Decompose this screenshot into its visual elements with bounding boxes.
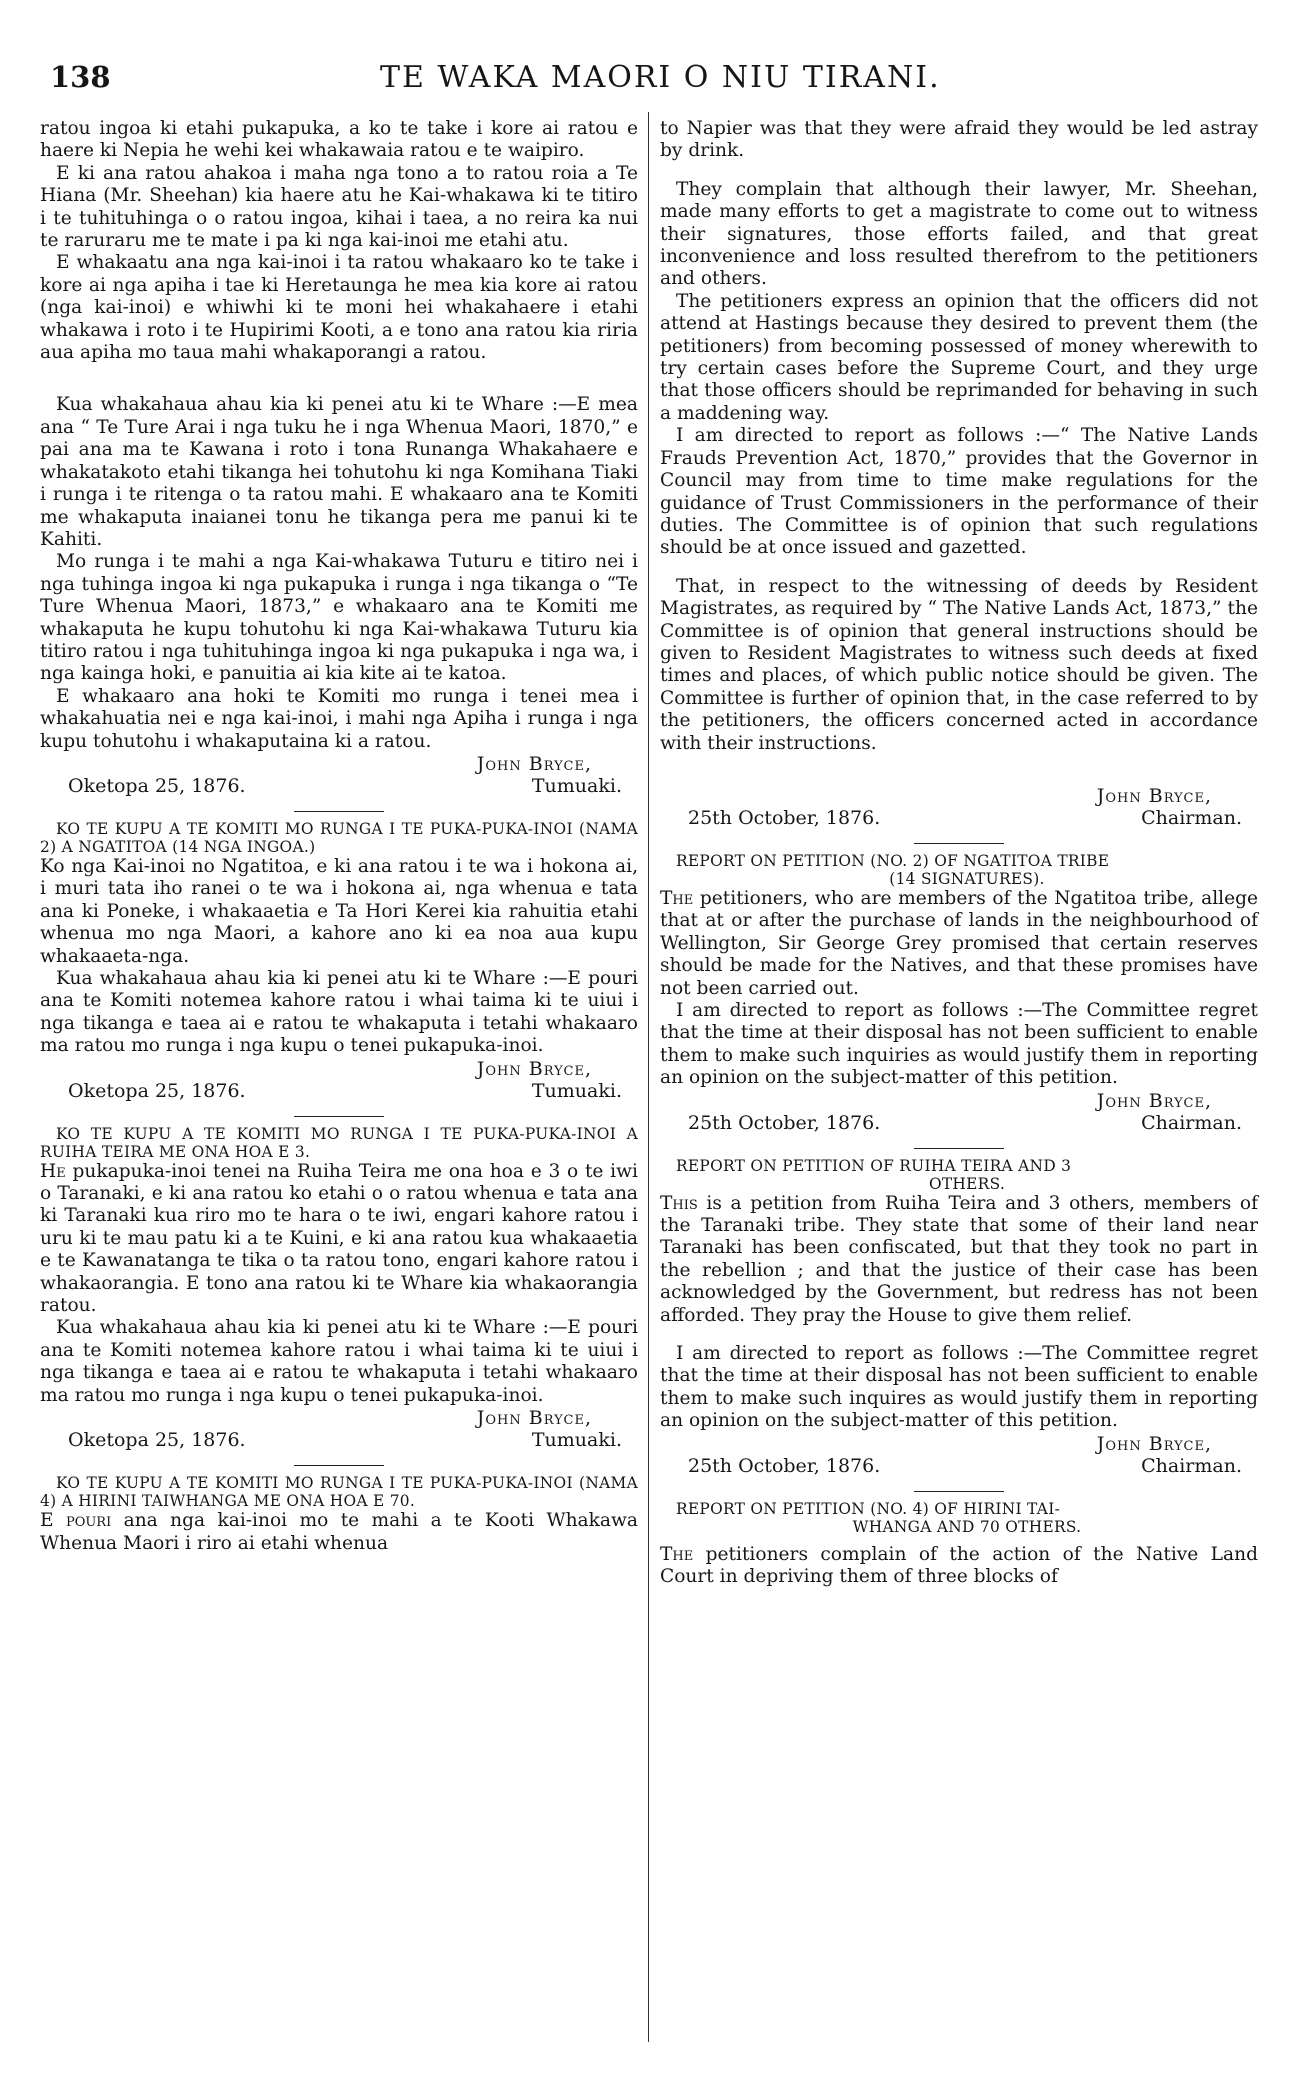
signature-date: 25th October, 1876. xyxy=(688,806,881,829)
section-rule xyxy=(914,1491,1004,1492)
signature-block xyxy=(660,785,1258,829)
paragraph: That, in respect to the witnessing of deeds by Resident Magistrates, as required by “ The Native Lands Act, 1873,” the Committee is of opinion that general instructions should be given to Resident Magistrates to witness such deeds at fixed times and places, of which public notice should be given. The Committee is further of opinion that, in the case referred to by the petitioners, the officers concerned acted in accordance with their instructions. xyxy=(660,575,1258,754)
lead-word: The xyxy=(660,887,694,909)
signature-date: Oketopa 25, 1876. xyxy=(68,1429,246,1452)
section-rule xyxy=(294,1116,384,1117)
signature-name: John Bryce, xyxy=(1096,1432,1212,1455)
paragraph: I am directed to report as follows :—The Committee regret that the time at their disposal has not been sufficient to enable them to make such inquires as would justify them in reporting an opinion on the subject-matter of this petition. xyxy=(660,1343,1258,1432)
section-heading-continued: OTHERS. xyxy=(928,1174,1006,1193)
signature-name: John Bryce, xyxy=(476,1057,592,1080)
signature-block xyxy=(660,1090,1258,1134)
paragraph: Mo runga i te mahi a nga Kai-whakawa Tuturu e titiro nei i nga tuhinga ingoa ki nga pukapuka i runga i nga tikanga o “Te Ture Whenua Maori, 1873,” e whakaaro ana te Komiti me whakaputa he kupu tohutohu ki nga Kai-whakawa Tuturu kia titiro ratou i nga tuhituhinga ingoa ki nga pukapuka i nga wa, i nga kainga hoki, e panuitia ai kia kite ai te katoa. xyxy=(40,551,638,685)
section-heading: REPORT ON PETITION (NO. 2) OF NGATITOA TRIBE xyxy=(676,851,1110,870)
signature-name: John Bryce, xyxy=(476,1407,592,1430)
paragraph: The petitioners express an opinion that the officers did not attend at Hastings because they desired to prevent them (the petitioners) from becoming possessed of money wherewith to try certain cases before the Supreme Court, and they urge that those officers should be reprimanded for behaving in such a maddening way. xyxy=(660,290,1258,424)
paragraph: Kua whakahaua ahau kia ki penei atu ki te Whare :—E pouri ana te Komiti notemea kahore ratou i whai taima ki te uiui i nga tikanga e taea ai e ratou te whakaputa i tetahi whakaaro ma ratou mo runga i nga kupu o tenei pukapuka-inoi. xyxy=(40,968,638,1057)
paragraph: Kua whakahaua ahau kia ki penei atu ki te Whare :—E mea ana “ Te Ture Arai i nga tuku he i nga Whenua Maori, 1870,” e pai ana ma te Kawana i roto i tona Runanga Whakahaere e whakatakoto etahi tikanga hei tohutohu ki nga Komihana Tiaki i runga i te ritenga o ta ratou mahi. E whakaaro ana te Komiti me whakaputa inaianei tonu he tikanga pera me panui ki te Kahiti. xyxy=(40,394,638,550)
signature-role: Tumuaki. xyxy=(531,774,622,797)
signature-role: Chairman. xyxy=(1141,1454,1242,1477)
section-heading: REPORT ON PETITION OF RUIHA TEIRA AND 3 xyxy=(676,1156,1072,1175)
signature-block xyxy=(660,1433,1258,1477)
paragraph: I am directed to report as follows :—“ The Native Lands Frauds Prevention Act, 1870,” provides that the Governor in Council may from time to time make regulations for the guidance of Trust Commissioners in the performance of their duties. The Committee is of opinion that such regulations should be at once issued and gazetted. xyxy=(660,425,1258,559)
section-heading-continued: WHANGA AND 70 OTHERS. xyxy=(852,1517,1082,1536)
section-heading-continued: (14 SIGNATURES). xyxy=(889,869,1045,888)
english-report-3 xyxy=(660,1157,1258,1477)
page-header xyxy=(50,52,1230,108)
signature-role: Chairman. xyxy=(1141,1111,1242,1134)
page-number: 138 xyxy=(50,60,111,94)
signature-role: Chairman. xyxy=(1141,806,1242,829)
paragraph: E whakaatu ana nga kai-inoi i ta ratou whakaaro ko te take i kore ai nga apiha i tae ki Heretaunga he mea kia kore ai ratou (nga kai-inoi) e whiwhi ki te moni hei whakahaere i etahi whakawa i roto i te Hupirimi Kooti, a e tono ana ratou kia riria aua apiha mo taua mahi whakaporangi a ratou. xyxy=(40,252,638,364)
lead-word: This xyxy=(660,1192,698,1214)
paragraph: He pukapuka-inoi tenei na Ruiha Teira me ona hoa e 3 o te iwi o Taranaki, e ki ana ratou ko etahi o o ratou whenua e tata ana ki Taranaki kua riro mo te hara o te iwi, engari kahore ratou i uru ki te mau patu ki a te Kuini, e ki ana ratou kua whakaaetia e te Kawanatanga te tika o ta ratou tono, engari kahore ratou i whakaorangia. E tono ana ratou ki te Whare kia whakaorangia ratou. xyxy=(40,1160,638,1317)
lead-word: He xyxy=(40,1160,66,1182)
maori-report-4 xyxy=(40,1474,638,1555)
signature-block xyxy=(40,1407,638,1451)
signature-date: Oketopa 25, 1876. xyxy=(68,774,246,797)
paragraph: Kua whakahaua ahau kia ki penei atu ki te Whare :—E pouri ana te Komiti notemea kahore ratou i whai taima ki te uiui i nga tikanga e taea ai e ratou te whakaputa i tetahi whakaaro ma ratou mo runga i nga kupu o tenei pukapuka-inoi. xyxy=(40,1317,638,1406)
signature-role: Tumuaki. xyxy=(531,1429,622,1452)
section-rule xyxy=(914,843,1004,844)
section-heading: KO TE KUPU A TE KOMITI MO RUNGA I TE PUKA-PUKA-INOI (NAMA 2) A NGATITOA (14 NGA INGOA.) xyxy=(40,819,638,856)
signature-date: 25th October, 1876. xyxy=(688,1454,881,1477)
running-title: TE WAKA MAORI O NIU TIRANI. xyxy=(380,60,941,95)
section-rule xyxy=(294,1465,384,1466)
lead-word: E pouri xyxy=(40,1510,112,1532)
english-report-2 xyxy=(660,852,1258,1134)
section-heading: REPORT ON PETITION (NO. 4) OF HIRINI TAI- xyxy=(676,1499,1061,1518)
column-divider xyxy=(648,112,649,2042)
signature-role: Tumuaki. xyxy=(531,1079,622,1102)
maori-report-1 xyxy=(40,118,638,797)
paragraph: I am directed to report as follows :—The Committee regret that the time at their disposal has not been sufficient to enable them to make such inquiries as would justify them in reporting an opinion on the subject-matter of this petition. xyxy=(660,1000,1258,1089)
maori-report-2 xyxy=(40,820,638,1102)
lead-word: The xyxy=(660,1543,694,1565)
maori-report-3 xyxy=(40,1125,638,1451)
paragraph: to Napier was that they were afraid they would be led astray by drink. xyxy=(660,118,1258,162)
paragraph: The petitioners, who are members of the Ngatitoa tribe, allege that at or after the purchase of lands in the neighbourhood of Wellington, Sir George Grey promised that certain reserves should be made for the Natives, and that these promises have not been carried out. xyxy=(660,887,1258,999)
english-report-1 xyxy=(660,118,1258,829)
signature-block xyxy=(40,753,638,797)
english-report-4 xyxy=(660,1500,1258,1589)
signature-date: 25th October, 1876. xyxy=(688,1111,881,1134)
paragraph: This is a petition from Ruiha Teira and 3 others, members of the Taranaki tribe. They state that some of their land near Taranaki has been confiscated, but that they took no part in the rebellion ; and that the justice of their case has been acknowledged by the Government, but redress has not been afforded. They pray the House to give them relief. xyxy=(660,1192,1258,1326)
paragraph: The petitioners complain of the action of the Native Land Court in depriving them of three blocks of xyxy=(660,1543,1258,1588)
right-column xyxy=(660,118,1258,1589)
paragraph: E ki ana ratou ahakoa i maha nga tono a to ratou roia a Te Hiana (Mr. Sheehan) kia haere atu he Kai-whakawa ki te titiro i te tuhituhinga o o ratou ingoa, kihai i taea, a no reira ka nui te raruraru me te mate i pa ki nga kai-inoi me etahi atu. xyxy=(40,162,638,252)
signature-name: John Bryce, xyxy=(476,752,592,775)
signature-name: John Bryce, xyxy=(1096,1089,1212,1112)
paragraph: Ko nga Kai-inoi no Ngatitoa, e ki ana ratou i te wa i hokona ai, i muri tata iho ranei o te wa i hokona ai, nga whenua e tata ana ki Poneke, i whakaaetia e Ta Hori Kerei kia rahuitia etahi whenua mo nga Maori, a kahore ano ki ea noa aua kupu whakaaeta-nga. xyxy=(40,855,638,967)
paragraph: They complain that although their lawyer, Mr. Sheehan, made many efforts to get a magistrate to come out to witness their signatures, those efforts failed, and that great inconvenience and loss resulted therefrom to the petitioners and others. xyxy=(660,178,1258,290)
section-heading: KO TE KUPU A TE KOMITI MO RUNGA I TE PUKA-PUKA-INOI (NAMA 4) A HIRINI TAIWHANGA ME ONA HOA E 70. xyxy=(40,1474,638,1511)
section-heading: KO TE KUPU A TE KOMITI MO RUNGA I TE PUKA-PUKA-INOI A RUIHA TEIRA ME ONA HOA E 3. xyxy=(40,1124,638,1161)
paragraph: E whakaaro ana hoki te Komiti mo runga i tenei mea i whakahuatia nei e nga kai-inoi, i mahi nga Apiha i runga i nga kupu tohutohu i whakaputaina ki a ratou. xyxy=(40,685,638,752)
paragraph: ratou ingoa ki etahi pukapuka, a ko te take i kore ai ratou e haere ki Nepia he wehi kei whakawaia ratou e te waipiro. xyxy=(40,118,638,162)
signature-name: John Bryce, xyxy=(1096,784,1212,807)
section-rule xyxy=(914,1148,1004,1149)
signature-date: Oketopa 25, 1876. xyxy=(68,1079,246,1102)
paragraph: E pouri ana nga kai-inoi mo te mahi a te Kooti Whakawa Whenua Maori i riro ai etahi whenua xyxy=(40,1510,638,1554)
left-column xyxy=(40,118,638,1555)
signature-block xyxy=(40,1058,638,1102)
section-rule xyxy=(294,811,384,812)
